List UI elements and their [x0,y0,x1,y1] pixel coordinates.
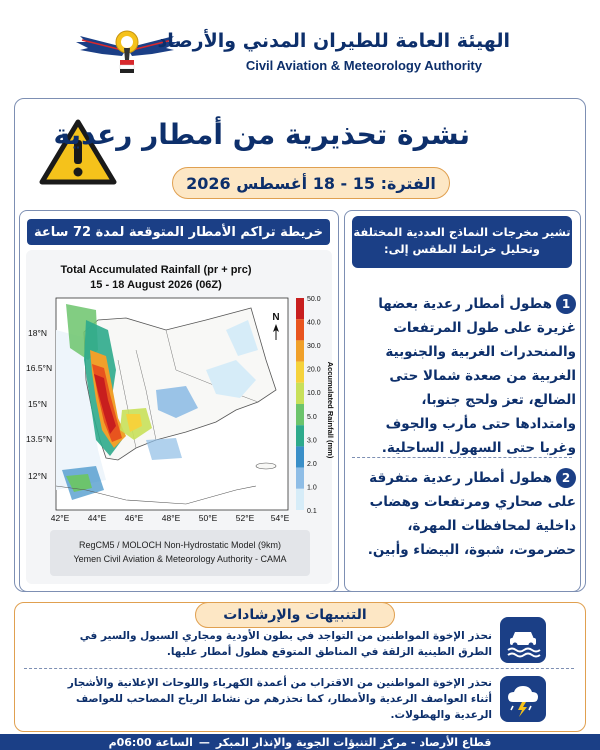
organization-name-arabic: الهيئة العامة للطيران المدني والأرصاد [157,30,510,52]
footer-separator: — [198,735,210,749]
x-tick-label: 50°E [198,513,218,523]
colorbar-label: Accumulated Rainfall (mm) [326,361,335,459]
x-tick-label: 48°E [161,513,181,523]
forecast-point-text: هطول أمطار رعدية بعضها غزيرة على طول المرتفعات والمنحدرات الغربية والجنوبية الغربية من صعدة شمالا حتى الضالع، تعز ولحج جنوبا، وامتدادها حتى مأرب والجوف وغربا حتى السهول الساحلية. [378,296,576,456]
colorbar-segment [296,404,304,425]
forecast-point-text: هطول أمطار رعدية متفرقة على صحاري ومرتفعات وهضاب داخلية لمحافظات المهرة، حضرموت، شبوة، البيضاء وأبين. [367,470,576,558]
map-title: Total Accumulated Rainfall (pr + prc) [60,264,252,276]
divider [352,457,572,458]
thunderstorm-icon [500,676,546,722]
y-tick-label: 12°N [28,471,47,481]
model-credit [50,530,310,576]
footer-department: قطاع الأرصاد - مركز التنبؤات الجوية والإنذار المبكر [215,735,492,749]
colorbar-segment [296,468,304,489]
x-axis [51,513,290,523]
colorbar-ticks [307,296,321,515]
colorbar-tick-label: 2.0 [307,460,317,468]
y-tick-label: 13.5°N [26,434,53,444]
footer-bar [0,734,600,750]
colorbar-tick-label: 20.0 [307,366,321,374]
map-panel-header: خريطة تراكم الأمطار المتوقعة لمدة 72 ساعة [27,219,330,245]
point-number-badge: 1 [556,294,576,314]
colorbar [296,298,304,510]
forecast-panel-header [352,216,572,268]
forecast-header-line: وتحليل خرائط الطقس إلى: [384,242,540,256]
bulletin-title: نشرة تحذيرية من أمطار رعدية [53,118,470,151]
x-tick-label: 44°E [87,513,107,523]
colorbar-tick-label: 10.0 [307,390,321,398]
colorbar-tick-label: 5.0 [307,413,317,421]
colorbar-tick-label: 50.0 [307,296,321,303]
map-subtitle: 15 - 18 August 2026 (06Z) [90,279,222,291]
x-tick-label: 42°E [50,513,70,523]
colorbar-segment [296,362,304,383]
colorbar-tick-label: 0.1 [307,508,317,515]
warning-item: نحذر الإخوة المواطنين من التواجد في بطون الأودية ومجاري السيول والسير في الطرق الطينية الزلقة في المناطق المتوقع هطول أمطار عليها. [79,630,492,658]
forecast-point [364,292,576,460]
divider [24,668,574,669]
flood-car-icon [500,617,546,663]
colorbar-tick-label: 1.0 [307,484,317,492]
header [0,0,600,96]
point-number-badge: 2 [556,468,576,488]
y-axis [26,328,52,481]
x-tick-label: 52°E [235,513,255,523]
y-tick-label: 16.5°N [26,363,53,373]
colorbar-segment [296,446,304,467]
colorbar-segment [296,298,304,319]
rainfall-map [26,290,335,526]
colorbar-tick-label: 40.0 [307,319,321,327]
colorbar-segment [296,425,304,446]
organization-name-english: Civil Aviation & Meteorology Authority [245,58,482,73]
model-credit-line: RegCM5 / MOLOCH Non-Hydrostatic Model (9km) [78,540,282,550]
colorbar-segment [296,340,304,361]
y-tick-label: 15°N [28,399,47,409]
model-credit-line: Yemen Civil Aviation & Meteorology Authority - CAMA [73,554,287,564]
forecast-header-line: تشير مخرجات النماذج العددية المختلفة [353,225,571,239]
colorbar-segment [296,489,304,510]
warning-item: نحذر الإخوة المواطنين من الاقتراب من أعمدة الكهرباء واللوحات الإعلانية والأشجار أثناء العواصف الرعدية والأمطار، كما نحذرهم من نشاط الرياح المصاحب للعواصف الرعدية والهطولات. [67,677,492,721]
colorbar-tick-label: 3.0 [307,437,317,445]
period-badge: الفترة: 15 - 18 أغسطس 2026 [172,167,450,199]
colorbar-segment [296,319,304,340]
y-tick-label: 18°N [28,328,47,338]
warnings-header: التنبيهات والإرشادات [195,602,395,628]
x-tick-label: 54°E [270,513,290,523]
x-tick-label: 46°E [124,513,144,523]
colorbar-segment [296,383,304,404]
north-label: N [272,312,280,323]
footer-time: الساعة 06:00م [108,735,193,749]
colorbar-tick-label: 30.0 [307,343,321,351]
forecast-point [364,466,576,562]
